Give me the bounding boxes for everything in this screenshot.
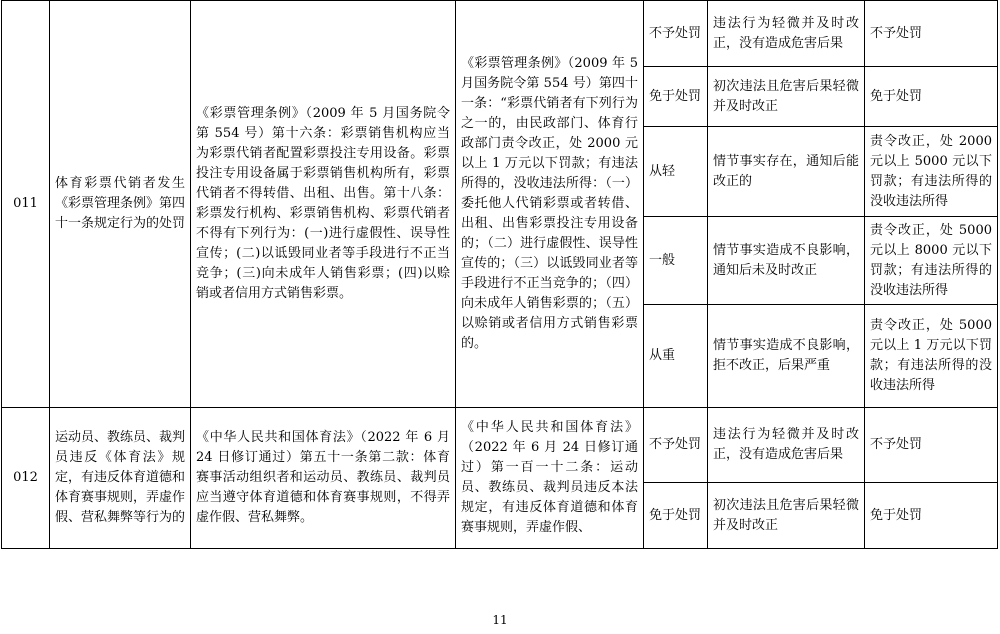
discretion-level: 不予处罚 <box>644 408 708 483</box>
legal-basis-penalty: 《中华人民共和国体育法》（2022 年 6 月 24 日修订通过）第一百一十二条：运动员、教练员、裁判员违反本法规定，有违反体育道德和体育赛事规则，弄虚作假、 <box>456 408 644 549</box>
penalty-standard: 责令改正，处 2000 元以上 5000 元以下罚款；有违法所得的没收违法所得 <box>865 127 998 217</box>
penalty-standard: 不予处罚 <box>865 1 998 67</box>
discretion-level: 从重 <box>644 305 708 408</box>
penalty-standard: 责令改正，处 5000 元以上 8000 元以下罚款；有违法所得的没收违法所得 <box>865 217 998 305</box>
penalty-standard: 不予处罚 <box>865 408 998 483</box>
discretion-level: 不予处罚 <box>644 1 708 67</box>
legal-basis-obligation: 《中华人民共和国体育法》（2022 年 6 月 24 日修订通过）第五十一条第二款：体育赛事活动组织者和运动员、教练员、裁判员应当遵守体育道德和体育赛事规则，不得弄虚作假、营私舞弊。 <box>191 408 456 549</box>
discretion-level: 免于处罚 <box>644 483 708 549</box>
applicable-condition: 违法行为轻微并及时改正，没有造成危害后果 <box>708 408 865 483</box>
penalty-standard-table <box>1 0 998 549</box>
row-number: 012 <box>2 408 50 549</box>
legal-basis-obligation: 《彩票管理条例》（2009 年 5 月国务院令第 554 号）第十六条：彩票销售机构应当为彩票代销者配置彩票投注专用设备。彩票投注专用设备属于彩票销售机构所有，彩票代销者不得转借、出租、出售。第十八条：彩票发行机构、彩票销售机构、彩票代销者不得有下列行为：(一)进行虚假性、误导性宣传；(二)以诋毁同业者等手段进行不正当竞争；(三)向未成年人销售彩票；(四)以赊销或者信用方式销售彩票。 <box>191 1 456 408</box>
applicable-condition: 初次违法且危害后果轻微并及时改正 <box>708 67 865 127</box>
legal-basis-penalty: 《彩票管理条例》（2009 年 5 月国务院令第 554 号）第四十一条：“彩票代销者有下列行为之一的，由民政部门、体育行政部门责令改正，处 2000 元以上 1 万元以下罚款；有违法所得的，没收违法所得：（一）委托他人代销彩票或者转借、出租、出售彩票投注专用设备的；（二）进行虚假性、误导性宣传的；（三）以诋毁同业者等手段进行不正当竞争的；（四）向未成年人销售彩票的；（五）以赊销或者信用方式销售彩票的。 <box>456 1 644 408</box>
row-number: 011 <box>2 1 50 408</box>
applicable-condition: 情节事实造成不良影响，通知后未及时改正 <box>708 217 865 305</box>
applicable-condition: 情节事实造成不良影响，拒不改正，后果严重 <box>708 305 865 408</box>
applicable-condition: 情节事实存在，通知后能改正的 <box>708 127 865 217</box>
applicable-condition: 违法行为轻微并及时改正，没有造成危害后果 <box>708 1 865 67</box>
page-number: 11 <box>492 613 508 627</box>
penalty-standard: 免于处罚 <box>865 67 998 127</box>
violation-matter: 运动员、教练员、裁判员违反《体育法》规定，有违反体育道德和体育赛事规则，弄虚作假、营私舞弊等行为的 <box>50 408 191 549</box>
discretion-level: 一般 <box>644 217 708 305</box>
discretion-level: 免于处罚 <box>644 67 708 127</box>
discretion-level: 从轻 <box>644 127 708 217</box>
applicable-condition: 初次违法且危害后果轻微并及时改正 <box>708 483 865 549</box>
violation-matter: 体育彩票代销者发生《彩票管理条例》第四十一条规定行为的处罚 <box>50 1 191 408</box>
penalty-standard: 免于处罚 <box>865 483 998 549</box>
penalty-standard: 责令改正，处 5000 元以上 1 万元以下罚款；有违法所得的没收违法所得 <box>865 305 998 408</box>
